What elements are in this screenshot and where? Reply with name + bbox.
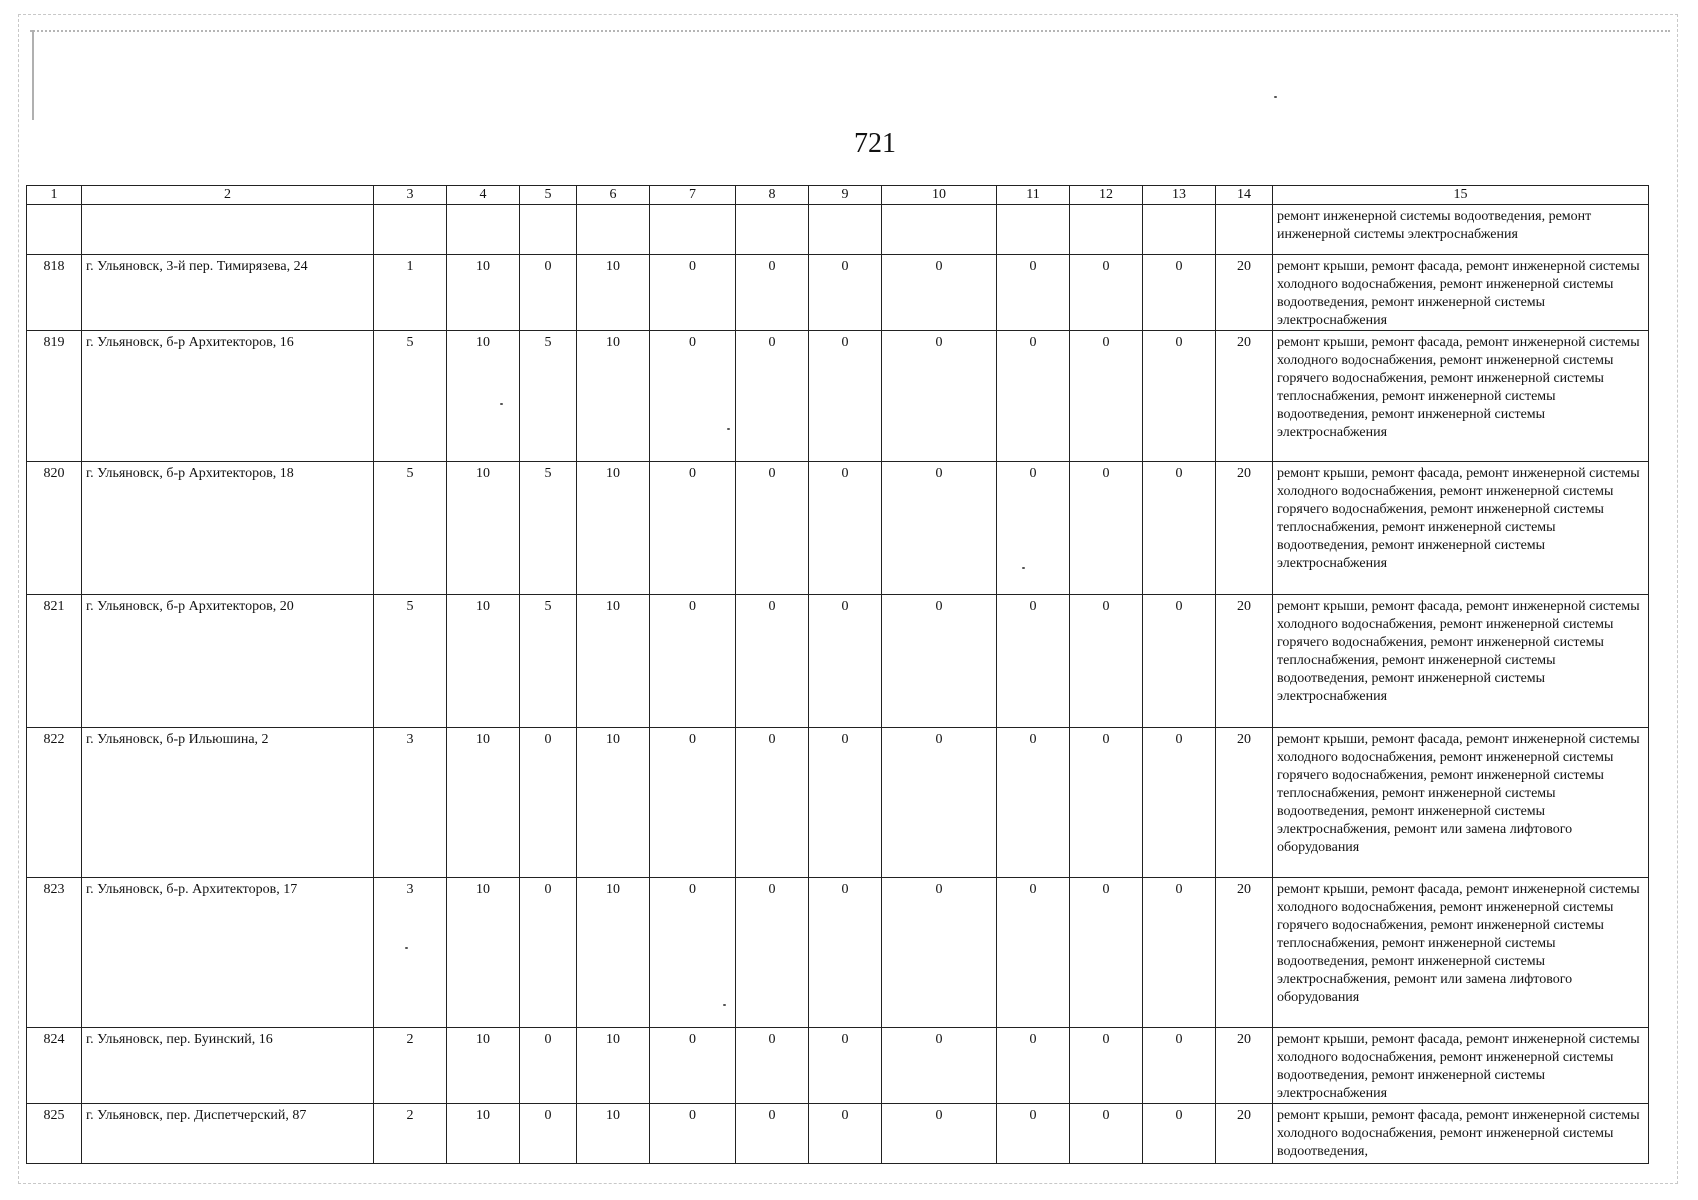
works-cell: ремонт крыши, ремонт фасада, ремонт инженерной системы холодного водоснабжения, ремонт инженерной системы горячего водоснабжения, ремонт инженерной системы теплоснабжения, ремонт инженерной системы водоотведения, ремонт инженерной системы электроснабжения, ремонт или замена лифтового оборудования (1273, 728, 1649, 878)
value-cell: 10 (447, 728, 520, 878)
value-cell: 0 (1070, 595, 1143, 728)
value-cell: 0 (1143, 255, 1216, 331)
value-cell: 0 (520, 1104, 577, 1164)
value-cell: 20 (1216, 1028, 1273, 1104)
address-cell: г. Ульяновск, пер. Диспетчерский, 87 (82, 1104, 374, 1164)
value-cell: 0 (650, 331, 736, 462)
value-cell: 10 (447, 255, 520, 331)
table-row (27, 331, 1649, 462)
row-number: 822 (27, 728, 82, 878)
value-cell: 0 (1070, 255, 1143, 331)
works-cell: ремонт крыши, ремонт фасада, ремонт инженерной системы холодного водоснабжения, ремонт инженерной системы горячего водоснабжения, ремонт инженерной системы теплоснабжения, ремонт инженерной системы водоотведения, ремонт инженерной системы электроснабжения (1273, 595, 1649, 728)
row-number: 824 (27, 1028, 82, 1104)
value-cell: 0 (809, 1028, 882, 1104)
col-header: 13 (1143, 186, 1216, 205)
value-cell: 0 (1070, 728, 1143, 878)
value-cell: 5 (374, 462, 447, 595)
value-cell: 0 (1070, 1104, 1143, 1164)
value-cell: 0 (650, 595, 736, 728)
row-number: 825 (27, 1104, 82, 1164)
value-cell: 0 (1143, 462, 1216, 595)
scan-speck (500, 403, 503, 405)
value-cell: 0 (882, 462, 997, 595)
value-cell: 0 (736, 1028, 809, 1104)
value-cell: 0 (1143, 331, 1216, 462)
col-header: 10 (882, 186, 997, 205)
value-cell: 0 (520, 255, 577, 331)
value-cell: 0 (520, 728, 577, 878)
value-cell: 0 (650, 728, 736, 878)
value-cell: 0 (882, 331, 997, 462)
value-cell: 0 (882, 1104, 997, 1164)
scan-top-line (30, 30, 1670, 32)
col-header: 2 (82, 186, 374, 205)
value-cell: 0 (650, 255, 736, 331)
works-cell: ремонт крыши, ремонт фасада, ремонт инженерной системы холодного водоснабжения, ремонт инженерной системы водоотведения, ремонт инженерной системы электроснабжения (1273, 1028, 1649, 1104)
table-row (27, 1028, 1649, 1104)
value-cell: 0 (997, 331, 1070, 462)
value-cell: 5 (374, 595, 447, 728)
column-number-row (27, 186, 1649, 205)
address-cell: г. Ульяновск, б-р Ильюшина, 2 (82, 728, 374, 878)
table-row (27, 462, 1649, 595)
value-cell: 0 (1143, 728, 1216, 878)
scan-speck (727, 428, 730, 430)
value-cell: 0 (736, 1104, 809, 1164)
table-row (27, 878, 1649, 1028)
value-cell: 2 (374, 1104, 447, 1164)
table-row (27, 255, 1649, 331)
value-cell: 5 (520, 595, 577, 728)
value-cell: 0 (997, 595, 1070, 728)
value-cell: 10 (447, 878, 520, 1028)
value-cell: 0 (1143, 1104, 1216, 1164)
value-cell: 10 (577, 255, 650, 331)
value-cell: 10 (577, 462, 650, 595)
col-header: 1 (27, 186, 82, 205)
works-cell: ремонт крыши, ремонт фасада, ремонт инженерной системы холодного водоснабжения, ремонт инженерной системы водоотведения, ремонт инженерной системы электроснабжения (1273, 255, 1649, 331)
value-cell: 0 (882, 595, 997, 728)
value-cell: 0 (1143, 595, 1216, 728)
value-cell: 0 (809, 462, 882, 595)
works-cell: ремонт крыши, ремонт фасада, ремонт инженерной системы холодного водоснабжения, ремонт инженерной системы горячего водоснабжения, ремонт инженерной системы теплоснабжения, ремонт инженерной системы водоотведения, ремонт инженерной системы электроснабжения, ремонт или замена лифтового оборудования (1273, 878, 1649, 1028)
value-cell: 10 (577, 728, 650, 878)
value-cell: 20 (1216, 728, 1273, 878)
table-row (27, 595, 1649, 728)
value-cell: 0 (1070, 1028, 1143, 1104)
value-cell: 20 (1216, 255, 1273, 331)
value-cell: 0 (736, 878, 809, 1028)
value-cell: 0 (1070, 462, 1143, 595)
value-cell: 0 (1143, 878, 1216, 1028)
value-cell: 3 (374, 728, 447, 878)
col-header: 4 (447, 186, 520, 205)
value-cell: 0 (882, 255, 997, 331)
value-cell: 20 (1216, 878, 1273, 1028)
value-cell: 10 (447, 462, 520, 595)
address-cell: г. Ульяновск, б-р. Архитекторов, 17 (82, 878, 374, 1028)
continuation-row (27, 205, 1649, 255)
value-cell: 0 (809, 595, 882, 728)
value-cell: 0 (736, 331, 809, 462)
value-cell: 10 (577, 878, 650, 1028)
col-header: 11 (997, 186, 1070, 205)
value-cell: 20 (1216, 595, 1273, 728)
col-header: 12 (1070, 186, 1143, 205)
value-cell: 0 (1143, 1028, 1216, 1104)
value-cell: 0 (997, 1028, 1070, 1104)
row-number: 823 (27, 878, 82, 1028)
col-header: 5 (520, 186, 577, 205)
value-cell: 1 (374, 255, 447, 331)
value-cell: 10 (577, 1028, 650, 1104)
value-cell: 10 (577, 595, 650, 728)
scan-speck (1022, 567, 1025, 569)
col-header: 8 (736, 186, 809, 205)
scan-left-line (32, 30, 34, 120)
address-cell: г. Ульяновск, б-р Архитекторов, 18 (82, 462, 374, 595)
value-cell: 0 (997, 878, 1070, 1028)
value-cell: 5 (520, 331, 577, 462)
works-cell: ремонт крыши, ремонт фасада, ремонт инженерной системы холодного водоснабжения, ремонт инженерной системы водоотведения, (1273, 1104, 1649, 1164)
value-cell: 0 (809, 878, 882, 1028)
col-header: 3 (374, 186, 447, 205)
col-header: 14 (1216, 186, 1273, 205)
value-cell: 0 (997, 255, 1070, 331)
value-cell: 0 (997, 1104, 1070, 1164)
scan-speck (1274, 96, 1277, 98)
col-header: 9 (809, 186, 882, 205)
value-cell: 0 (1070, 331, 1143, 462)
value-cell: 0 (809, 255, 882, 331)
value-cell: 2 (374, 1028, 447, 1104)
value-cell: 0 (736, 255, 809, 331)
row-number: 820 (27, 462, 82, 595)
value-cell: 10 (447, 1028, 520, 1104)
value-cell: 0 (997, 728, 1070, 878)
value-cell: 0 (736, 462, 809, 595)
value-cell: 0 (650, 1104, 736, 1164)
table-row (27, 728, 1649, 878)
address-cell: г. Ульяновск, б-р Архитекторов, 16 (82, 331, 374, 462)
value-cell: 20 (1216, 462, 1273, 595)
value-cell: 0 (1070, 878, 1143, 1028)
col-header: 7 (650, 186, 736, 205)
row-number: 821 (27, 595, 82, 728)
value-cell: 0 (882, 1028, 997, 1104)
value-cell: 10 (447, 331, 520, 462)
value-cell: 0 (736, 728, 809, 878)
value-cell: 0 (520, 1028, 577, 1104)
value-cell: 0 (809, 728, 882, 878)
value-cell: 0 (520, 878, 577, 1028)
row-number: 818 (27, 255, 82, 331)
value-cell: 0 (809, 331, 882, 462)
value-cell: 10 (447, 1104, 520, 1164)
row-number: 819 (27, 331, 82, 462)
works-cell: ремонт инженерной системы водоотведения, ремонт инженерной системы электроснабжения (1273, 205, 1649, 255)
value-cell: 5 (374, 331, 447, 462)
value-cell: 5 (520, 462, 577, 595)
value-cell: 20 (1216, 331, 1273, 462)
table-row (27, 1104, 1649, 1164)
value-cell: 0 (650, 462, 736, 595)
address-cell: г. Ульяновск, б-р Архитекторов, 20 (82, 595, 374, 728)
works-cell: ремонт крыши, ремонт фасада, ремонт инженерной системы холодного водоснабжения, ремонт инженерной системы горячего водоснабжения, ремонт инженерной системы теплоснабжения, ремонт инженерной системы водоотведения, ремонт инженерной системы электроснабжения (1273, 462, 1649, 595)
value-cell: 10 (577, 331, 650, 462)
col-header: 6 (577, 186, 650, 205)
value-cell: 20 (1216, 1104, 1273, 1164)
repair-register-table (26, 185, 1649, 1164)
value-cell: 3 (374, 878, 447, 1028)
scan-speck (723, 1004, 726, 1006)
col-header: 15 (1273, 186, 1649, 205)
scan-speck (405, 947, 408, 949)
value-cell: 10 (447, 595, 520, 728)
value-cell: 0 (882, 878, 997, 1028)
value-cell: 10 (577, 1104, 650, 1164)
works-cell: ремонт крыши, ремонт фасада, ремонт инженерной системы холодного водоснабжения, ремонт инженерной системы горячего водоснабжения, ремонт инженерной системы теплоснабжения, ремонт инженерной системы водоотведения, ремонт инженерной системы электроснабжения (1273, 331, 1649, 462)
address-cell: г. Ульяновск, пер. Буинский, 16 (82, 1028, 374, 1104)
value-cell: 0 (736, 595, 809, 728)
value-cell: 0 (650, 878, 736, 1028)
value-cell: 0 (809, 1104, 882, 1164)
address-cell: г. Ульяновск, 3-й пер. Тимирязева, 24 (82, 255, 374, 331)
value-cell: 0 (882, 728, 997, 878)
value-cell: 0 (650, 1028, 736, 1104)
value-cell: 0 (997, 462, 1070, 595)
page-number: 721 (854, 128, 896, 159)
